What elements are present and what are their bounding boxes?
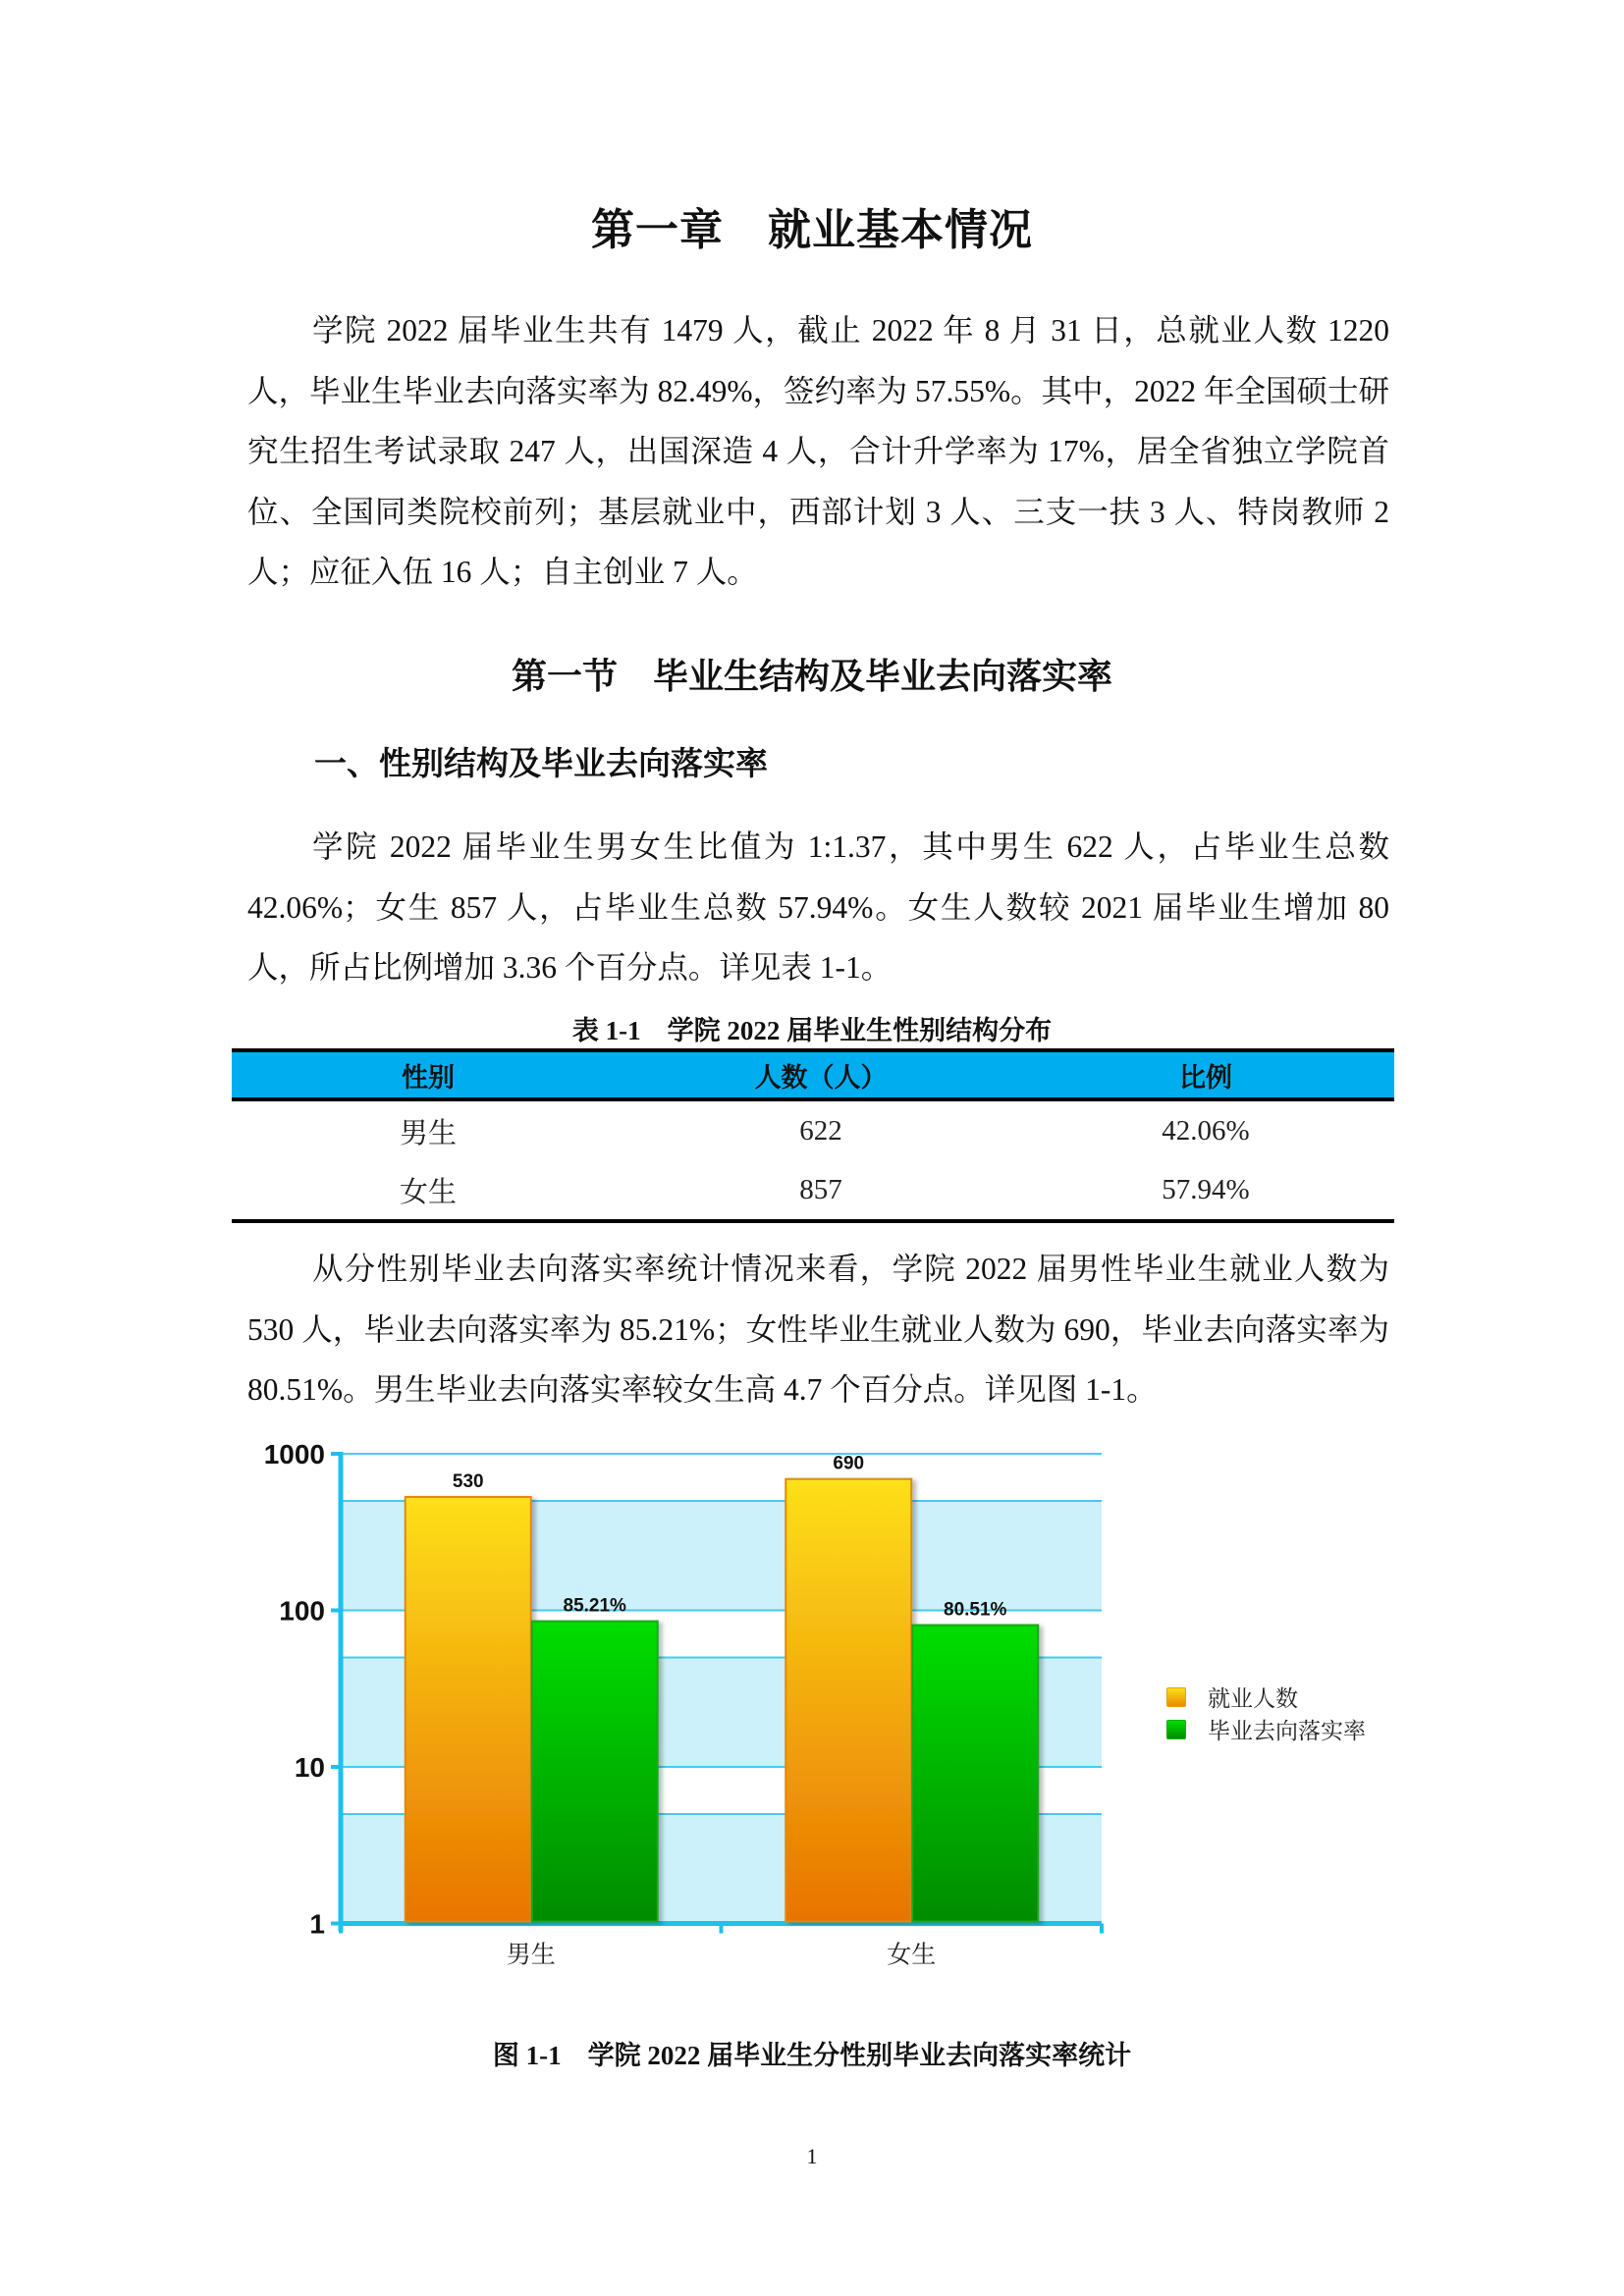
svg-text:男生: 男生 — [506, 1940, 556, 1969]
legend-swatch-orange-icon — [1166, 1687, 1186, 1707]
header-gender: 性别 — [232, 1050, 624, 1099]
svg-text:690: 690 — [833, 1453, 865, 1474]
legend-item-employed — [1166, 1681, 1366, 1713]
legend-item-rate — [1166, 1713, 1366, 1745]
gender-paragraph: 学院 2022 届毕业生男女生比值为 1:1.37，其中男生 622 人，占毕业生总数 42.06%；女生 857 人，占毕业生总数 57.94%。女生人数较 2021 届毕业生增加 80 人，所占比例增加 3.36 个百分点。详见表 1-1。 — [247, 829, 1389, 985]
cell-gender: 女生 — [232, 1160, 624, 1221]
svg-text:1: 1 — [309, 1908, 325, 1940]
header-count: 人数（人） — [624, 1050, 1017, 1099]
svg-text:85.21%: 85.21% — [563, 1595, 626, 1617]
cell-ratio: 42.06% — [1162, 1114, 1250, 1147]
gender-structure-table — [232, 1048, 1394, 1223]
figure-caption: 图 1-1 学院 2022 届毕业生分性别毕业去向落实率统计 — [492, 2041, 1132, 2070]
svg-text:80.51%: 80.51% — [944, 1599, 1007, 1621]
cell-count: 857 — [624, 1160, 1017, 1221]
page-number: 1 — [806, 2144, 818, 2168]
table-header-row — [232, 1050, 1394, 1099]
table-row — [232, 1160, 1394, 1221]
subsection-heading: 一、性别结构及毕业去向落实率 — [314, 744, 768, 782]
header-ratio: 比例 — [1017, 1050, 1394, 1099]
intro-paragraph: 学院 2022 届毕业生共有 1479 人，截止 2022 年 8 月 31 日，总就业人数 1220 人，毕业生毕业去向落实率为 82.49%，签约率为 57.55%。其中，2022 年全国硕士研究生招生考试录取 247 人，出国深造 4 人，合计升学率为 17%，居全省独立学院首位、全国同类院校前列；基层就业中，西部计划 3 人、三支一扶 3 人、特岗教师 2 人；应征入伍 16 人；自主创业 7 人。 — [247, 313, 1389, 589]
table-row — [232, 1099, 1394, 1160]
chart-legend — [1166, 1681, 1366, 1745]
chapter-title: 第一章 就业基本情况 — [591, 205, 1033, 255]
plot-area — [264, 1439, 1102, 1969]
svg-text:530: 530 — [452, 1470, 484, 1492]
legend-label: 就业人数 — [1208, 1686, 1298, 1712]
svg-text:10: 10 — [294, 1752, 325, 1783]
legend-swatch-green-icon — [1166, 1720, 1186, 1739]
legend-label: 毕业去向落实率 — [1208, 1719, 1366, 1744]
cell-ratio: 57.94% — [1017, 1160, 1394, 1221]
svg-text:1000: 1000 — [263, 1439, 325, 1469]
section-title: 第一节 毕业生结构及毕业去向落实率 — [511, 657, 1112, 697]
table-caption: 表 1-1 学院 2022 届毕业生性别结构分布 — [571, 1016, 1053, 1045]
rate-paragraph: 从分性别毕业去向落实率统计情况来看，学院 2022 届男性毕业生就业人数为 530 人，毕业去向落实率为 85.21%；女性毕业生就业人数为 690，毕业去向落实率为 80.51%。男生毕业去向落实率较女生高 4.7 个百分点。详见图 1-1。 — [247, 1252, 1389, 1407]
cell-count: 622 — [799, 1114, 842, 1147]
svg-text:女生: 女生 — [887, 1940, 937, 1969]
cell-gender: 男生 — [399, 1117, 457, 1149]
svg-text:100: 100 — [279, 1595, 325, 1627]
